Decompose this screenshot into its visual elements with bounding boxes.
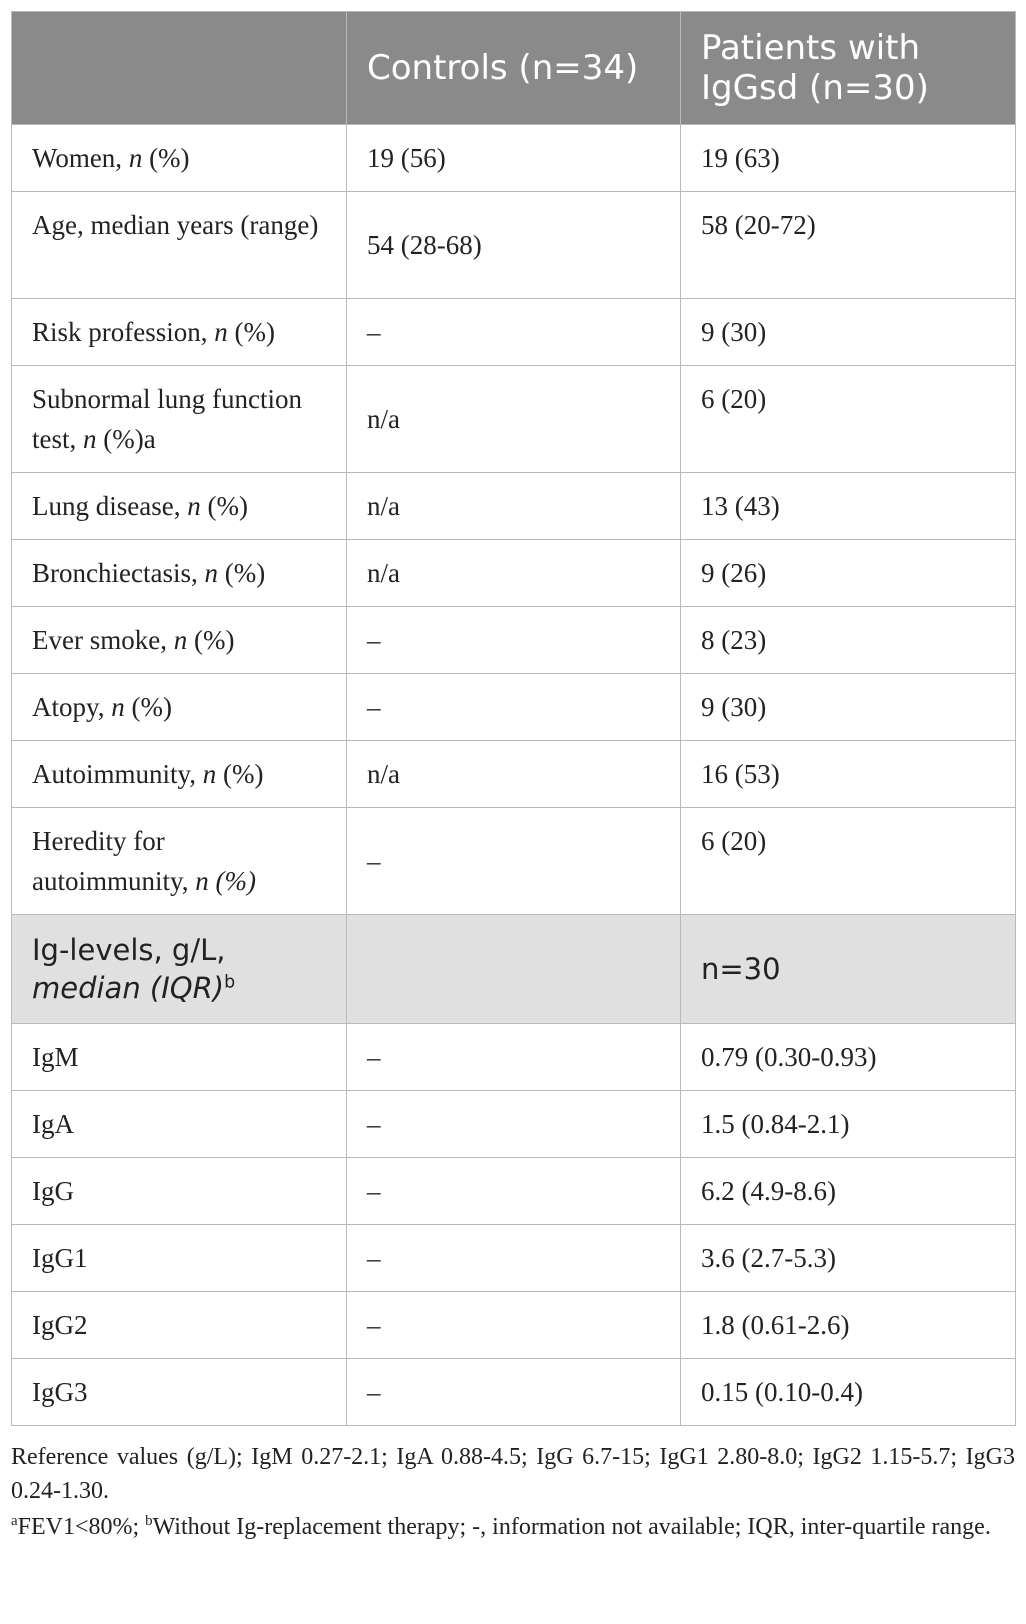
section-row-ig-levels [12,915,1016,1024]
row-label: Women, n (%) [12,125,347,192]
table-row [12,540,1016,607]
patients-cell: 3.6 (2.7-5.3) [681,1225,1016,1292]
controls-cell: 19 (56) [347,125,681,192]
section-patients-cell: n=30 [681,915,1016,1024]
patients-cell: 16 (53) [681,741,1016,808]
patients-cell: 9 (26) [681,540,1016,607]
controls-cell: n/a [347,366,681,473]
patients-cell: 6.2 (4.9-8.6) [681,1158,1016,1225]
row-label: Lung disease, n (%) [12,473,347,540]
header-patients: Patients with IgGsd (n=30) [681,12,1016,125]
patients-cell: 9 (30) [681,299,1016,366]
controls-cell: – [347,1225,681,1292]
controls-cell: – [347,808,681,915]
table-row [12,473,1016,540]
section-controls-cell [347,915,681,1024]
patients-cell: 0.79 (0.30-0.93) [681,1024,1016,1091]
footnote-definitions: $^a$FEV1<80%; $^b$Without Ig-replacement therapy; -, information not available; IQR, inter-quartile range. [11,1513,991,1540]
row-label: Atopy, n (%) [12,674,347,741]
controls-cell: n/a [347,741,681,808]
reference-values-note: Reference values (g/L); IgM 0.27-2.1; IgA 0.88-4.5; IgG 6.7-15; IgG1 2.80-8.0; IgG2 1.15-5.7; IgG3 0.24-1.30. [11,1444,1015,1504]
table-row [12,1292,1016,1359]
row-label: IgG3 [12,1359,347,1426]
footnote-a-mark: a [11,1513,18,1529]
patients-cell: 1.5 (0.84-2.1) [681,1091,1016,1158]
controls-cell: – [347,299,681,366]
table-container [11,11,1015,1544]
controls-cell: – [347,607,681,674]
table-row [12,1091,1016,1158]
patient-characteristics-table [11,11,1016,1426]
patients-cell: 6 (20) [681,808,1016,915]
header-row [12,12,1016,125]
section-label: Ig-levels, g/L, median (IQR)$^b$ [12,915,347,1024]
row-label: Autoimmunity, n (%) [12,741,347,808]
row-label: Risk profession, n (%) [12,299,347,366]
table-row [12,125,1016,192]
table-row [12,1225,1016,1292]
table-row [12,1359,1016,1426]
patients-cell: 19 (63) [681,125,1016,192]
patients-cell: 8 (23) [681,607,1016,674]
patients-cell: 6 (20) [681,366,1016,473]
row-label: IgG2 [12,1292,347,1359]
table-row [12,674,1016,741]
controls-cell: – [347,1158,681,1225]
row-label: Age, median years (range) [12,192,347,299]
patients-cell: 58 (20-72) [681,192,1016,299]
row-label: Heredity for autoimmunity, n (%) [12,808,347,915]
controls-cell: n/a [347,473,681,540]
patients-cell: 1.8 (0.61-2.6) [681,1292,1016,1359]
controls-cell: – [347,1292,681,1359]
table-row [12,192,1016,299]
row-label: Ever smoke, n (%) [12,607,347,674]
row-label: Subnormal lung function test, n (%)a [12,366,347,473]
table-row [12,808,1016,915]
row-label: IgG1 [12,1225,347,1292]
controls-cell: – [347,674,681,741]
footnote-b-mark: b [145,1513,153,1529]
table-row [12,366,1016,473]
row-label: IgM [12,1024,347,1091]
patients-cell: 0.15 (0.10-0.4) [681,1359,1016,1426]
patients-cell: 9 (30) [681,674,1016,741]
controls-cell: – [347,1024,681,1091]
controls-cell: 54 (28-68) [347,192,681,299]
header-empty-cell [12,12,347,125]
patients-cell: 13 (43) [681,473,1016,540]
table-row [12,741,1016,808]
row-label: IgA [12,1091,347,1158]
table-row [12,1024,1016,1091]
row-label: Bronchiectasis, n (%) [12,540,347,607]
controls-cell: n/a [347,540,681,607]
row-label: IgG [12,1158,347,1225]
table-row [12,1158,1016,1225]
table-row [12,299,1016,366]
controls-cell: – [347,1359,681,1426]
controls-cell: – [347,1091,681,1158]
table-row [12,607,1016,674]
header-controls: Controls (n=34) [347,12,681,125]
table-footnotes [11,1440,1015,1544]
